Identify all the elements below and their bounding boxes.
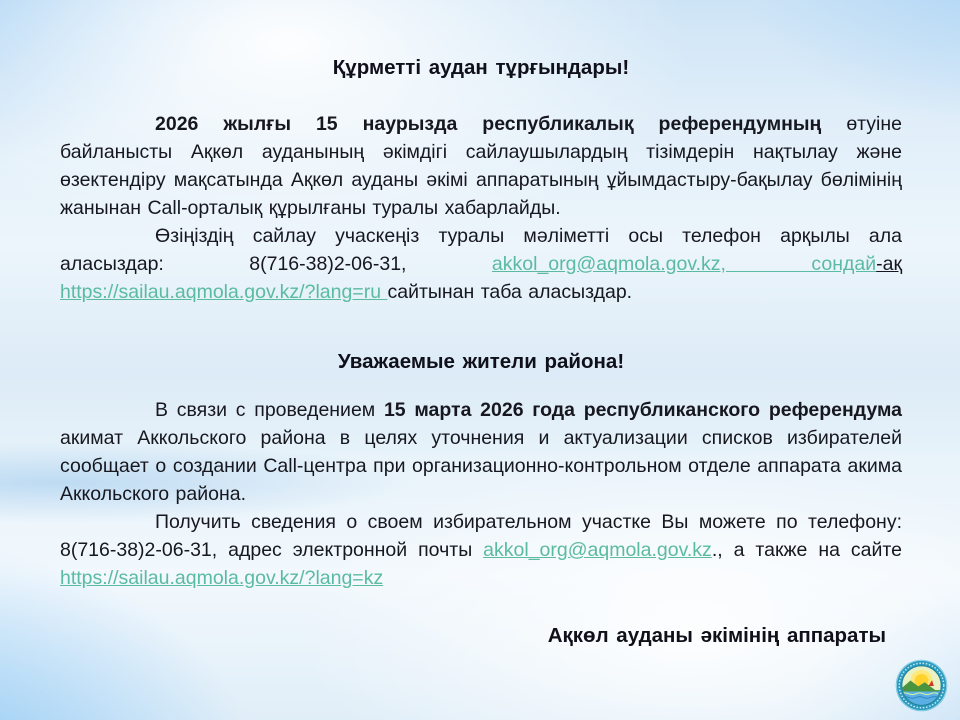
email-link-kazakh-tail: -ақ — [876, 253, 902, 275]
paragraph-russian-2-mid: ., а также на сайте — [711, 539, 902, 561]
paragraph-kazakh-2 — [60, 222, 902, 306]
paragraph-russian-1-bold: 15 марта 2026 года республиканского референдума — [383, 399, 902, 421]
announcement-content — [60, 54, 902, 650]
paragraph-kazakh-2-tail: сайтынан таба аласыздар. — [387, 281, 633, 303]
email-link-kazakh[interactable]: akkol_org@aqmola.gov.kz, сондай — [491, 253, 877, 275]
heading-kazakh: Құрметті аудан тұрғындары! — [332, 56, 630, 79]
email-link-russian[interactable]: akkol_org@aqmola.gov.kz — [483, 539, 712, 561]
paragraph-kazakh-2-lead: Өзіңіздің сайлау учаскеңіз туралы мәліметті осы телефон арқылы ала аласыздар: 8(716-38)2-06-31, — [60, 225, 902, 275]
paragraph-russian-1-lead: В связи с проведением — [155, 399, 384, 421]
paragraph-kazakh-1-bold: 2026 жылғы 15 наурызда республикалық референдумның — [155, 113, 822, 135]
paragraph-kazakh-1-text: өтуіне байланысты Ақкөл ауданының әкімдігі сайлаушылардың тізімдерін нақтылау және өзектендіру мақсатында Ақкөл ауданы әкімі аппаратының ұйымдастыру-бақылау бөлімінің жанынан Call-орталық құрылғаны туралы хабарлайды. — [60, 113, 903, 219]
site-link-kazakh[interactable]: https://sailau.aqmola.gov.kz/?lang=ru — [60, 281, 388, 303]
paragraph-russian-2-lead: Получить сведения о своем избирательном участке Вы можете по телефону: 8(716-38)2-06-31, адрес электронной почты — [60, 511, 902, 561]
akkol-district-emblem-logo — [894, 658, 949, 713]
site-link-russian[interactable]: https://sailau.aqmola.gov.kz/?lang=kz — [60, 567, 384, 589]
paragraph-russian-2 — [60, 508, 902, 592]
heading-russian: Уважаемые жители района! — [337, 350, 625, 373]
akkol-district-emblem-icon — [894, 658, 949, 713]
paragraph-kazakh-1 — [60, 110, 902, 222]
paragraph-russian-1-text: акимат Аккольского района в целях уточнения и актуализации списков избирателей сообщает о создании Call-центра при организационно-контрольном отделе аппарата акима Аккольского района. — [60, 427, 902, 505]
signature-line: Ақкөл ауданы әкімінің аппараты — [547, 624, 886, 647]
paragraph-russian-1 — [60, 396, 902, 508]
